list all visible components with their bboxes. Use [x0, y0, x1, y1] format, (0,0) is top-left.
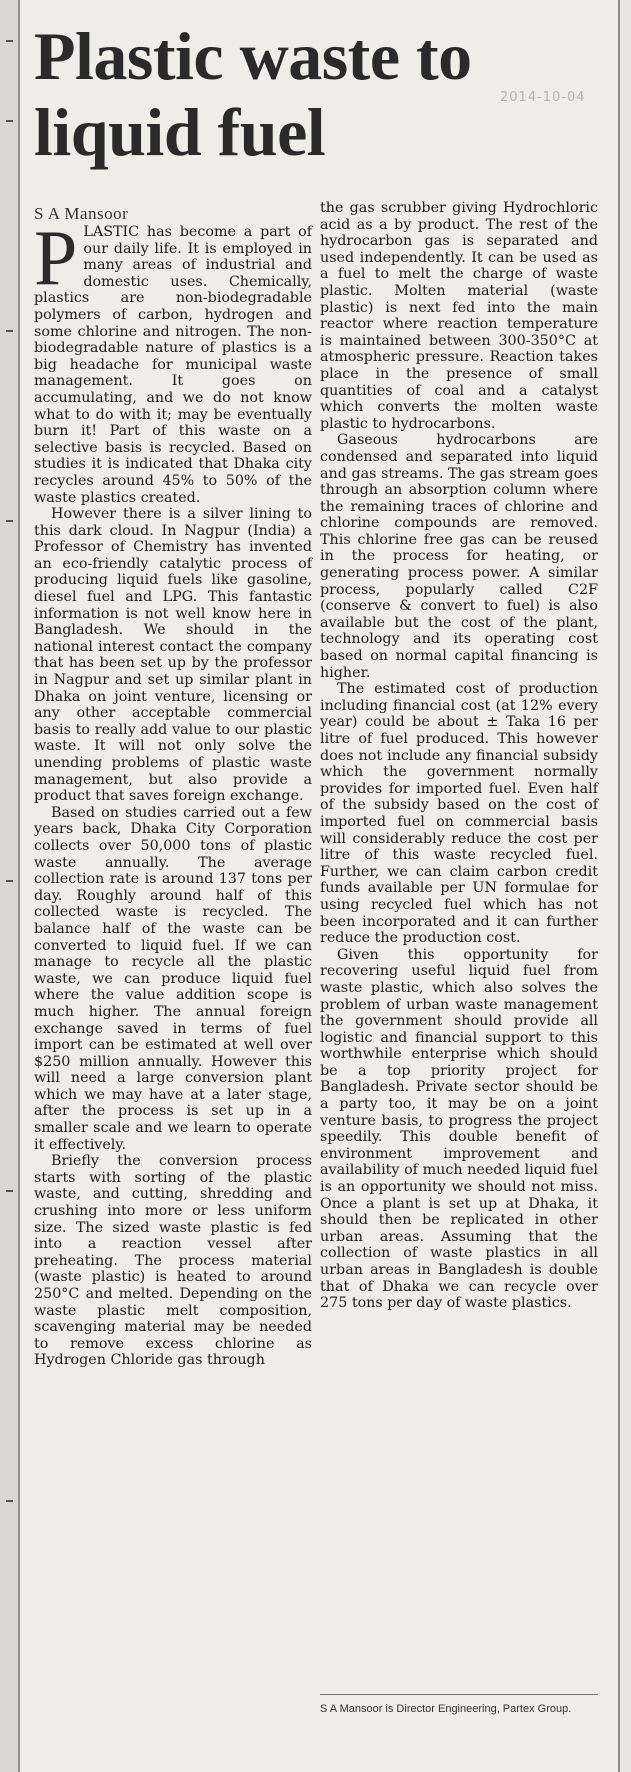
byline: S A Mansoor [34, 204, 129, 223]
paragraph: Gaseous hydrocarbons are condensed and separated into liquid and gas streams. The gas stream goes through an absorption column where the remaining traces of chlorine and chlorine compounds are removed. This chlorine free gas can be reused in the process for heating, or generating process power. A similar process, popularly called C2F (conserve & convert to fuel) is also available but the cost of the plant, technology and its operating cost based on normal capital financing is higher. [320, 432, 598, 681]
divider [320, 1694, 598, 1695]
author-note: S A Mansoor is Director Engineering, Partex Group. [320, 1703, 572, 1715]
paragraph: Briefly the conversion process starts with sorting of the plastic waste, and cutting, shredding and crushing into more or less uniform size. The sized waste plastic is fed into a reaction vessel after preheating. The process material (waste plastic) is heated to around 250°C and melted. Depending on the waste plastic melt composition, scavenging material may be needed to remove excess chlorine as Hydrogen Chloride gas through [34, 1153, 312, 1369]
paragraph: Given this opportunity for recovering useful liquid fuel from waste plastic, which also solves the problem of urban waste management the government should provide all logistic and financial support to this worthwhile enterprise which should be a top priority project for Bangladesh. Private sector should be a party too, it may be on a joint venture basis, to progress the project speedily. This double benefit of environment improvement and availability of much needed liquid fuel is an opportunity we should not miss. Once a plant is set up at Dhaka, it should then be replicated in other urban areas. Assuming that the collection of waste plastics in all urban areas in Bangladesh is double that of Dhaka we can recycle over 275 tons per day of waste plastics. [320, 946, 598, 1312]
paragraph: Based on studies carried out a few years back, Dhaka City Corporation collects over 50,000 tons of plastic waste annually. The average collection rate is around 137 tons per day. Roughly around half of this collected waste is recycled. The balance half of the waste can be converted to liquid fuel. If we can manage to recycle all the plastic waste, we can produce liquid fuel where the value addition scope is much higher. The annual foreign exchange saved in terms of fuel import can be estimated at well over $250 million annually. However this will need a large conversion plant which we may have at a later stage, after the process is set up in a smaller scale and we learn to operate it effectively. [34, 804, 312, 1153]
headline: Plastic waste to liquid fuel [34, 18, 472, 170]
newspaper-clipping [18, 0, 620, 1772]
column-right [320, 200, 598, 1312]
paragraph: However there is a silver lining to this dark cloud. In Nagpur (India) a Professor of Chemistry has invented an eco-friendly catalytic process of producing liquid fuels like gasoline, diesel fuel and LPG. This fantastic information is not well know here in Bangladesh. We should in the national interest contact the company that has been set up by the professor in Nagpur and set up similar plant in Dhaka on joint venture, licensing or any other acceptable commercial basis to really add value to our plastic waste. It will not only solve the unending problems of plastic waste management, but also provide a product that saves foreign exchange. [34, 506, 312, 805]
paragraph-continued: the gas scrubber giving Hydrochloric acid as a by product. The rest of the hydrocarbon gas is separated and used independently. It can be used as a fuel to melt the charge of waste plastic. Molten material (waste plastic) is next fed into the main reactor where reaction temperature is maintained between 300-350°C at atmospheric pressure. Reaction takes place in the presence of small quantities of coal and a catalyst which converts the molten waste plastic to hydrocarbons. [320, 200, 598, 432]
column-left [34, 214, 312, 1369]
paragraph: The estimated cost of production including financial cost (at 12% every year) could be about ± Taka 16 per litre of fuel produced. This however does not include any financial subsidy which the government normally provides for imported fuel. Even half of the subsidy based on the cost of imported fuel on commercial basis will considerably reduce the cost per litre of this waste recycled fuel. Further, we can claim carbon credit funds available per UN formulae for using recycled fuel which has not been incorporated and it can further reduce the production cost. [320, 681, 598, 947]
drop-cap: P [34, 214, 78, 301]
paragraph: PLASTIC has become a part of our daily life. It is employed in many areas of industrial and domestic uses. Chemically, plastics are non-biodegradable polymers of carbon, hydrogen and some chlorine and nitrogen. The non-biodegradable nature of plastics is a big headache for municipal waste management. It goes on accumulating, and we do not know what to do with it; may be eventually burn it! Part of this waste on a selective basis is recycled. Based on studies it is indicated that Dhaka city recycles around 45% to 50% of the waste plastics created. [34, 214, 312, 506]
date-stamp: 2014-10-04 [500, 90, 586, 105]
page-edge-strip [0, 0, 18, 1772]
